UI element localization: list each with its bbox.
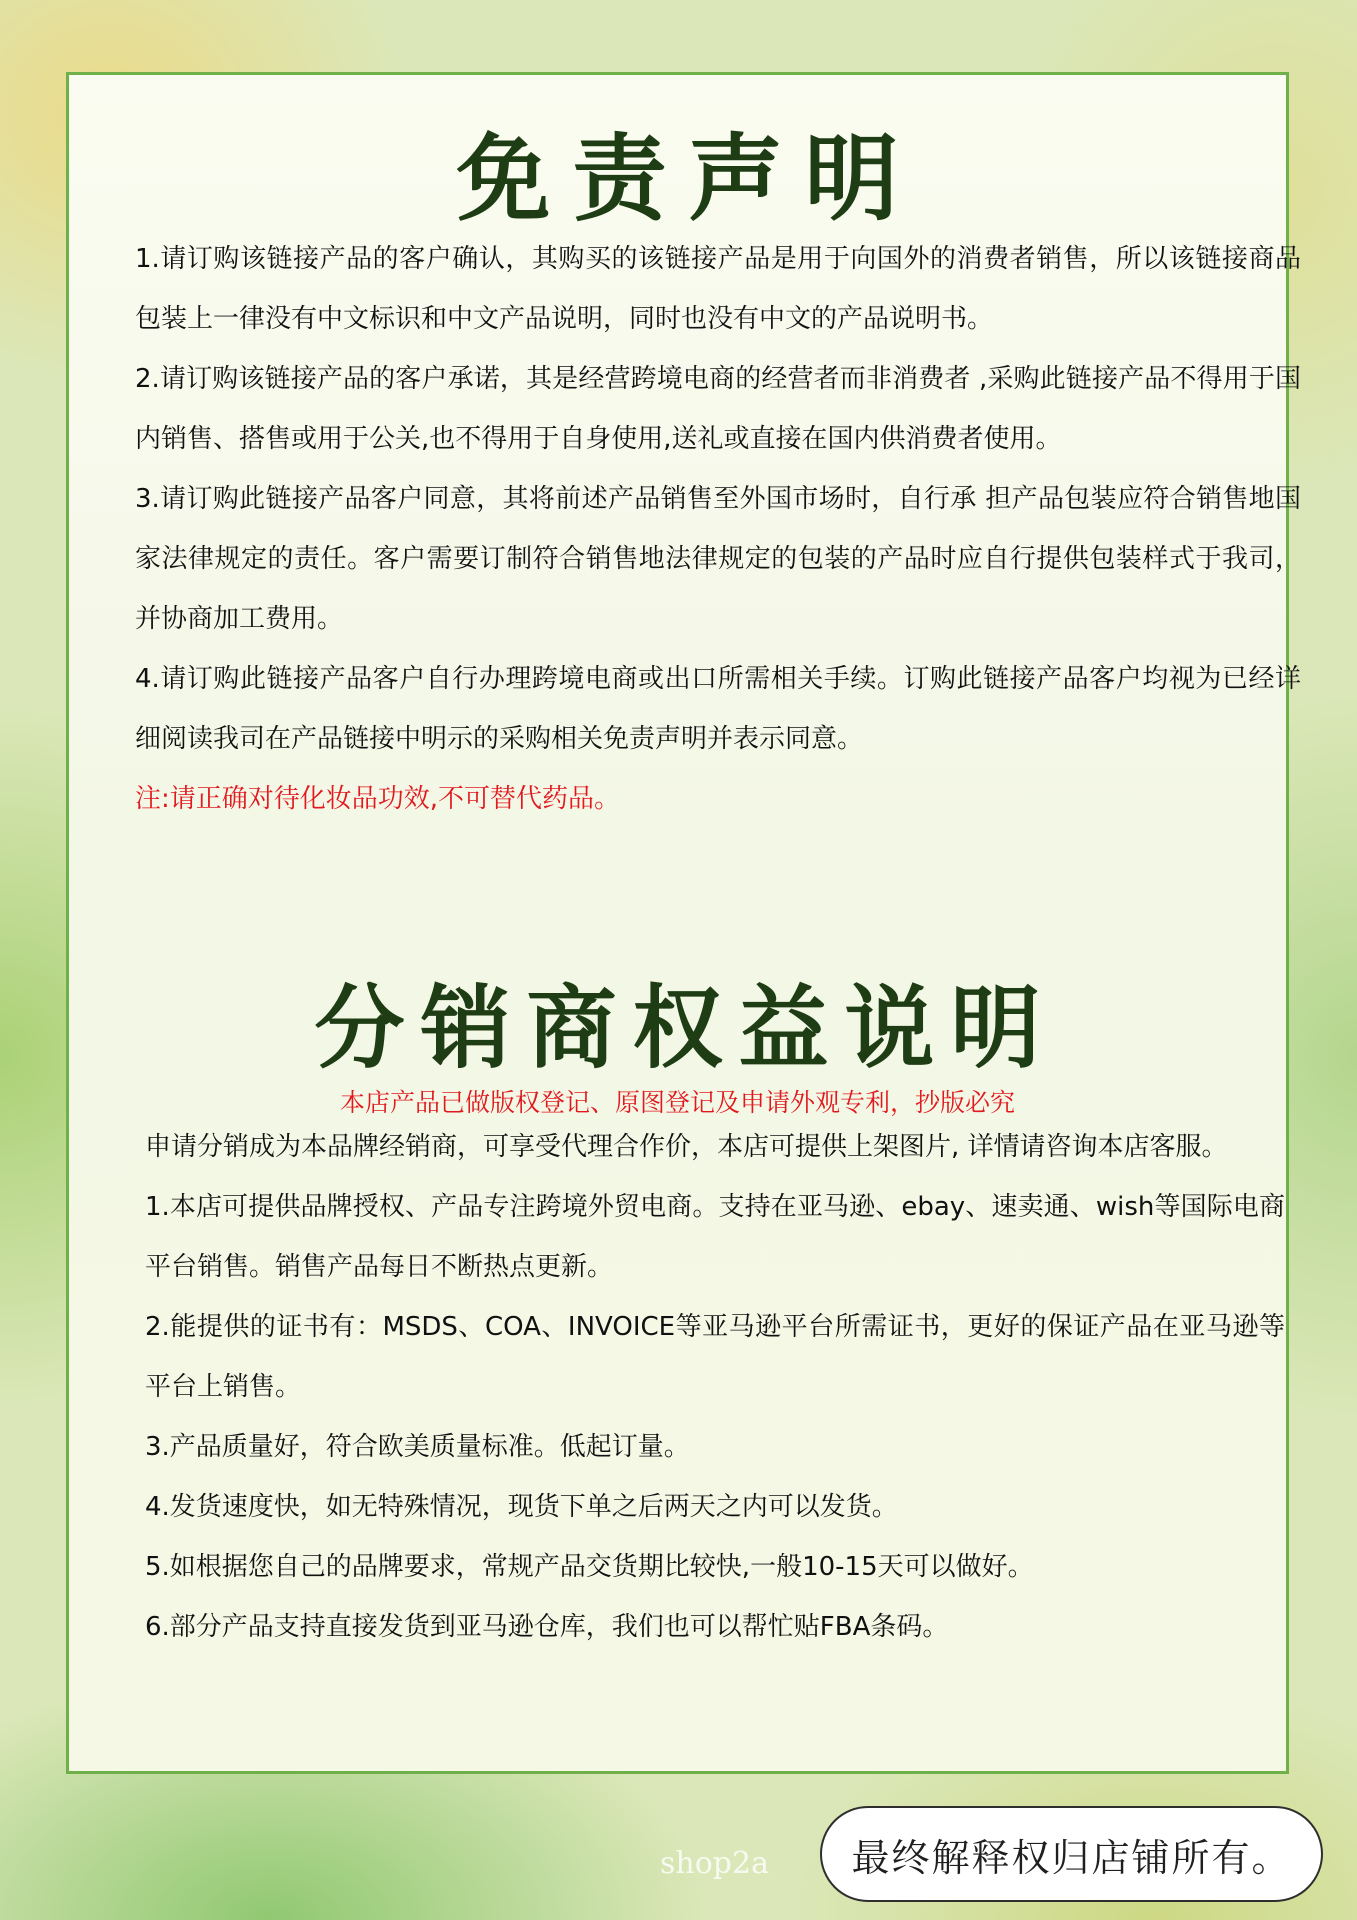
- distributor-intro: 申请分销成为本品牌经销商，可享受代理合作价，本店可提供上架图片, 详情请咨询本店客服。: [145, 1132, 1228, 1162]
- distributor-item-3: 3.产品质量好，符合欧美质量标准。低起订量。: [145, 1432, 690, 1462]
- disclaimer-paragraph-4: 4.请订购此链接产品客户自行办理跨境电商或出口所需相关手续。订购此链接产品客户均视为已经详细阅读我司在产品链接中明示的采购相关免责声明并表示同意。: [135, 664, 1301, 754]
- distributor-title: 分销商权益说明: [314, 975, 1057, 1081]
- disclaimer-paragraph-2: 2.请订购该链接产品的客户承诺，其是经营跨境电商的经营者而非消费者 ,采购此链接产品不得用于国内销售、搭售或用于公关,也不得用于自身使用,送礼或直接在国内供消费者使用。: [135, 364, 1301, 454]
- disclaimer-paragraph-3: 3.请订购此链接产品客户同意，其将前述产品销售至外国市场时，自行承 担产品包装应符合销售地国家法律规定的责任。客户需要订制符合销售地法律规定的包装的产品时应自行提供包装样式于我司，并协商加工费用。: [135, 484, 1301, 634]
- final-interpretation-badge: [820, 1806, 1323, 1902]
- shop-watermark: shop2a: [660, 1846, 769, 1881]
- distributor-section: [145, 1117, 1285, 1657]
- disclaimer-section: [135, 229, 1301, 829]
- distributor-item-6: 6.部分产品支持直接发货到亚马逊仓库，我们也可以帮忙贴FBA条码。: [145, 1612, 949, 1642]
- disclaimer-title: 免责声明: [456, 124, 921, 234]
- final-interpretation-text: 最终解释权归店铺所有。: [851, 1835, 1292, 1880]
- distributor-item-5: 5.如根据您自己的品牌要求，常规产品交货期比较快,一般10-15天可以做好。: [145, 1552, 1034, 1582]
- notice-panel: [66, 72, 1301, 1774]
- distributor-item-4: 4.发货速度快，如无特殊情况，现货下单之后两天之内可以发货。: [145, 1492, 898, 1522]
- disclaimer-paragraph-1: 1.请订购该链接产品的客户确认，其购买的该链接产品是用于向国外的消费者销售，所以该链接商品包装上一律没有中文标识和中文产品说明，同时也没有中文的产品说明书。: [135, 244, 1301, 334]
- copyright-notice: 本店产品已做版权登记、原图登记及申请外观专利，抄版必究: [339, 1088, 1015, 1117]
- distributor-item-1: 1.本店可提供品牌授权、产品专注跨境外贸电商。支持在亚马逊、ebay、速卖通、wish等国际电商平台销售。销售产品每日不断热点更新。: [145, 1192, 1285, 1282]
- cosmetics-note: 注:请正确对待化妆品功效,不可替代药品。: [135, 784, 621, 814]
- distributor-item-2: 2.能提供的证书有：MSDS、COA、INVOICE等亚马逊平台所需证书，更好的保证产品在亚马逊等平台上销售。: [145, 1312, 1285, 1402]
